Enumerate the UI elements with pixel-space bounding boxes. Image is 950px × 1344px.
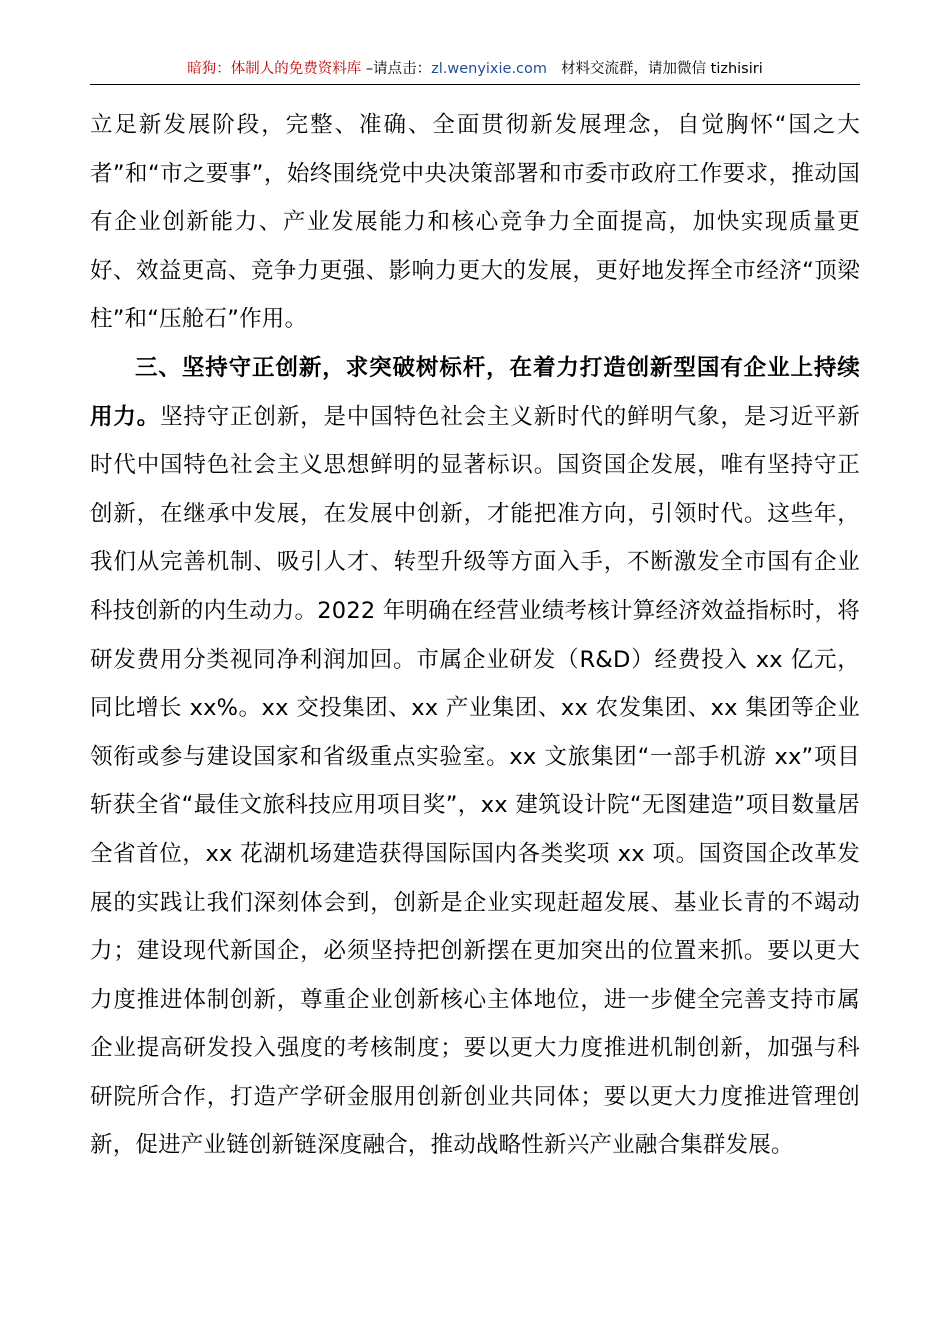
section-heading: 三、坚持守正创新，求突破树标杆，在着力打造创新型国有企业上持续用力。 [90, 354, 860, 430]
header-brand: 暗狗：体制人的免费资料库 [187, 61, 362, 77]
header-wechat-note: 材料交流群，请加微信 tizhisiri [561, 61, 763, 77]
header-url-link[interactable]: zl.wenyixie.com [431, 61, 548, 77]
paragraph-1: 立足新发展阶段，完整、准确、全面贯彻新发展理念，自觉胸怀“国之大者”和“市之要事”，始终围绕党中央决策部署和市委市政府工作要求，推动国有企业创新能力、产业发展能力和核心竞争力全面提高，加快实现质量更好、效益更高、竞争力更强、影响力更大的发展，更好地发挥全市经济“顶梁柱”和“压舱石”作用。 [90, 112, 860, 333]
paragraph-2-body: 坚持守正创新，是中国特色社会主义新时代的鲜明气象，是习近平新时代中国特色社会主义思想鲜明的显著标识。国资国企发展，唯有坚持守正创新，在继承中发展，在发展中创新，才能把准方向，引领时代。这些年，我们从完善机制、吸引人才、转型升级等方面入手，不断激发全市国有企业科技创新的内生动力。2022 年明确在经营业绩考核计算经济效益指标时，将研发费用分类视同净利润加回。市属企业研发（R&D）经费投入 xx 亿元，同比增长 xx%。xx 交投集团、xx 产业集团、xx 农发集团、xx 集团等企业领衔或参与建设国家和省级重点实验室。xx 文旅集团“一部手机游 xx”项目斩获全省“最佳文旅科技应用项目奖”，xx 建筑设计院“无图建造”项目数量居全省首位，xx 花湖机场建造获得国际国内各类奖项 xx 项。国资国企改革发展的实践让我们深刻体会到，创新是企业实现赶超发展、基业长青的不竭动力；建设现代新国企，必须坚持把创新摆在更加突出的位置来抓。要以更大力度推进体制创新，尊重企业创新核心主体地位，进一步健全完善支持市属企业提高研发投入强度的考核制度；要以更大力度推进机制创新，加强与科研院所合作，打造产学研金服用创新创业共同体；要以更大力度推进管理创新，促进产业链创新链深度融合，推动战略性新兴产业融合集群发展。 [90, 403, 860, 1159]
page-header [90, 56, 860, 85]
header-prompt: –请点击： [361, 61, 432, 77]
paragraph-2 [90, 344, 860, 1170]
document-body [90, 101, 860, 1170]
